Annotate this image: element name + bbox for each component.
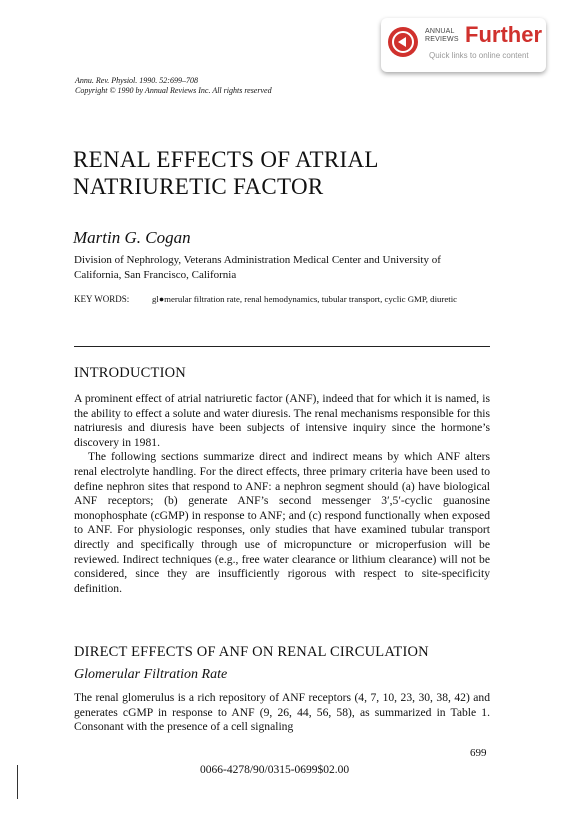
publisher-line2: REVIEWS bbox=[425, 36, 459, 43]
journal-citation bbox=[75, 76, 375, 96]
intro-paragraph-2: The following sections summarize direct and indirect means by which ANF alters renal electrolyte handling. For the direct effects, three primary criteria have been used to define nephron sites that respond to ANF: a nephron segment should (a) have biological ANF receptors; (b) generate ANF’s second messenger 3′,5′-cyclic guanosine monophosphate (cGMP) in response to ANF; and (c) respond functionally when exposed to ANF. For physiologic responses, only studies that have examined tubular transport directly and specifically through use of micropuncture or microperfusion will be reviewed. Indirect techniques (e.g., free water clearance or lithium clearance) will not be considered, since they are insufficiently rigorous with respect to site-specificity definition. bbox=[74, 450, 490, 595]
gfr-paragraph-1: The renal glomerulus is a rich repository of ANF receptors (4, 7, 10, 23, 30, 38, 42) and generates cGMP in response to ANF (9, 26, 44, 56, 58), as summarized in Table 1. Consonant with the presence of a cell signaling bbox=[74, 691, 490, 734]
keywords-list: gl●merular filtration rate, renal hemodynamics, tubular transport, cyclic GMP, diuretic bbox=[152, 294, 458, 304]
keywords-label: KEY WORDS: bbox=[74, 294, 130, 304]
title-line2: NATRIURETIC FACTOR bbox=[73, 174, 324, 199]
intro-paragraph-1: A prominent effect of atrial natriuretic factor (ANF), indeed that for which it is named, is the ability to effect a solute and water diuresis. The renal mechanisms responsible for this natriuresis and diuresis have been subjects of intensive inquiry since the hormone’s discovery in 1981. bbox=[74, 392, 490, 449]
article-title bbox=[73, 146, 493, 200]
page-number: 699 bbox=[470, 747, 487, 759]
play-circle-icon bbox=[388, 27, 418, 57]
section-divider bbox=[74, 346, 490, 347]
author-affiliation: Division of Nephrology, Veterans Administration Medical Center and University of California, San Francisco, California bbox=[74, 254, 441, 281]
title-line1: RENAL EFFECTS OF ATRIAL bbox=[73, 147, 379, 172]
further-tagline: Quick links to online content bbox=[429, 51, 529, 60]
author-name: Martin G. Cogan bbox=[73, 228, 191, 247]
margin-mark bbox=[17, 765, 18, 799]
citation-line1: Annu. Rev. Physiol. 1990. 52:699–708 bbox=[75, 76, 198, 85]
further-banner[interactable] bbox=[381, 18, 546, 72]
publisher-logo-text bbox=[425, 28, 459, 44]
gfr-subheading: Glomerular Filtration Rate bbox=[74, 667, 228, 682]
issn-line: 0066-4278/90/0315-0699$02.00 bbox=[200, 764, 350, 776]
introduction-heading: INTRODUCTION bbox=[74, 365, 186, 381]
further-label: Further bbox=[465, 22, 542, 47]
citation-line2: Copyright © 1990 by Annual Reviews Inc. All rights reserved bbox=[75, 86, 272, 95]
introduction-body bbox=[74, 392, 490, 596]
publisher-line1: ANNUAL bbox=[425, 28, 455, 35]
gfr-body bbox=[74, 691, 490, 735]
direct-effects-heading: DIRECT EFFECTS OF ANF ON RENAL CIRCULATION bbox=[74, 644, 429, 660]
